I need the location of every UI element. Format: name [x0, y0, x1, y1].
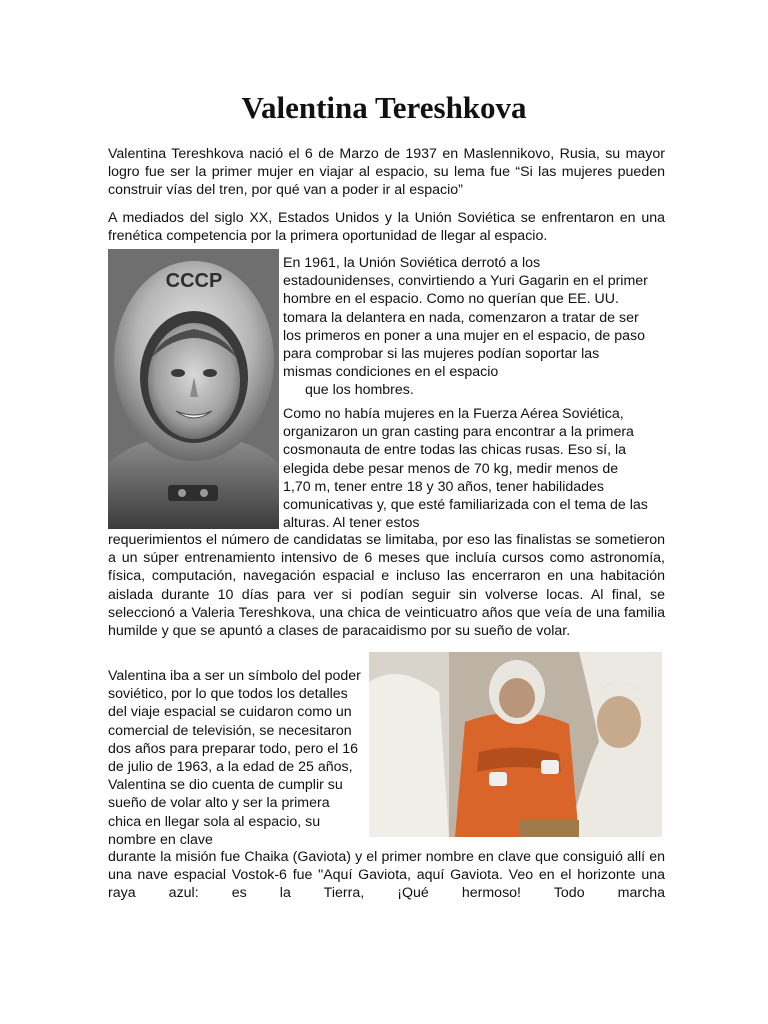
paragraph-soviet-symbol: Valentina iba a ser un símbolo del poder soviético, por lo que todos los detalles del viaje espacial se cuidaron como un comercial de televisión, se necesitaron dos años para preparar todo, pero el 16 de julio de 1963, a la edad de 25 años, Valentina se dio cuenta de cumplir su sueño de volar alto y ser la primera chica en llegar sola al espacio, su nombre en clave [108, 668, 361, 848]
cosmonaut-suit-photo [369, 652, 662, 837]
paragraph-gagarin-main: En 1961, la Unión Soviética derrotó a los estadounidenses, convirtiendo a Yuri Gagarin en el primer hombre en el espacio. Como no querían que EE. UU. tomara la delantera en nada, comenzaron a tratar de ser los primeros en poner a una mujer en el espacio, de paso para comprobar si las mujeres podían soportar las mismas condiciones en el espacio [283, 255, 648, 381]
helmet-label: CCCP [165, 270, 223, 292]
paragraph-intro: Valentina Tereshkova nació el 6 de Marzo de 1937 en Maslennikovo, Rusia, su mayor logro fue ser la primer mujer en viajar al espacio, su lema fue “Si las mujeres pueden construir vías del tren, por qué van a poder ir al espacio” [108, 146, 665, 199]
page-title: Valentina Tereshkova [241, 90, 527, 125]
paragraph-gagarin-end: que los hombres. [305, 382, 414, 399]
cosmonaut-suit-illustration [369, 652, 662, 837]
cosmonaut-portrait-illustration [108, 249, 279, 529]
cosmonaut-portrait-image [108, 249, 279, 529]
paragraph-casting: Como no había mujeres en la Fuerza Aérea Soviética, organizaron un gran casting para encontrar a la primera cosmonauta de entre todas las chicas rusas. Eso sí, la elegida debe pesar menos de 70 kg, medir menos de 1,70 m, tener entre 18 y 30 años, tener habilidades comunicativas y, que esté familiarizada con el tema de las alturas. Al tener estos [283, 406, 648, 532]
paragraph-requirements: requerimientos el número de candidatas se limitaba, por eso las finalistas se sometieron a un súper entrenamiento intensivo de 6 meses que incluía cursos como astronomía, física, computación, navegación espacial e incluso las encerraron en una habitación aislada durante 10 días para ver si podían seguir sin volverse locas. Al final, se seleccionó a Valeria Tereshkova, una chica de veinticuatro años que veía de una familia humilde y que se apuntó a clases de paracaidismo por su sueño de volar. [108, 532, 665, 640]
paragraph-space-race: A mediados del siglo XX, Estados Unidos y la Unión Soviética se enfrentaron en una frenética competencia por la primera oportunidad de llegar al espacio. [108, 210, 665, 245]
paragraph-gagarin [283, 254, 649, 400]
paragraph-mission: durante la misión fue Chaika (Gaviota) y el primer nombre en clave que consiguió allí en una nave espacial Vostok-6 fue "Aquí Gaviota, aquí Gaviota. Veo en el horizonte una raya azul: es la Tierra, ¡Qué hermoso! Todo marcha [108, 849, 665, 902]
